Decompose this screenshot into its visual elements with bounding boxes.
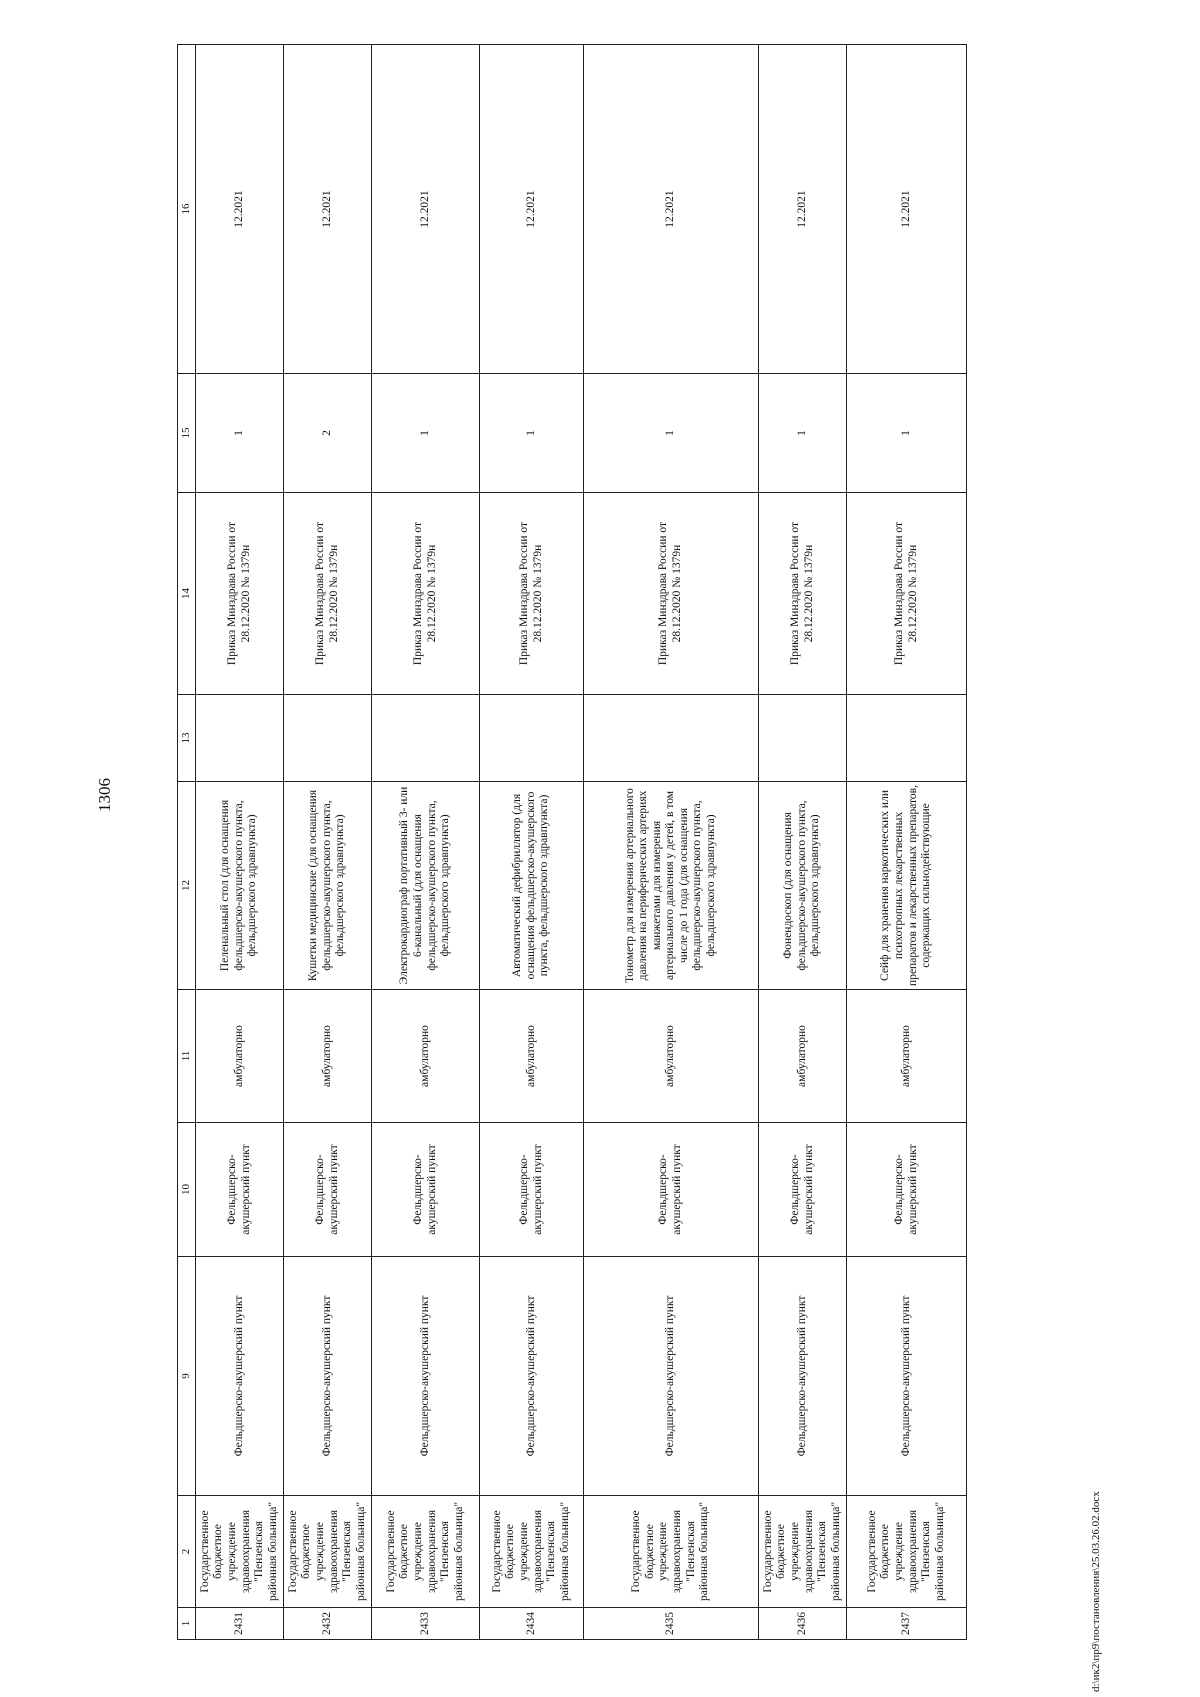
col-header: 16 — [178, 45, 196, 374]
table-row — [480, 45, 584, 1640]
cell-cond: амбулаторно — [196, 990, 284, 1123]
cell-unit: Фельдшерско-акушерский пункт — [480, 1257, 584, 1496]
col-header: 14 — [178, 493, 196, 695]
cell-equip: Электрокардиограф портативный 3- или 6-канальный (для оснащения фельдшерско-акушерского пункта, фельдшерского здравпункта) — [372, 782, 480, 990]
cell-org: Государственное бюджетное учреждение здравоохранения "Пензенская районная больница" — [847, 1496, 967, 1608]
cell-date: 12.2021 — [759, 45, 847, 374]
cell-date: 12.2021 — [284, 45, 372, 374]
cell-cond: амбулаторно — [847, 990, 967, 1123]
page-number: 1306 — [95, 778, 114, 812]
cell-cond: амбулаторно — [584, 990, 759, 1123]
cell-equip: Кушетки медицинские (для оснащения фельдшерско-акушерского пункта, фельдшерского здравпункта) — [284, 782, 372, 990]
cell-date: 12.2021 — [480, 45, 584, 374]
cell-num: 2431 — [196, 1608, 284, 1640]
cell-qty: 1 — [584, 374, 759, 493]
table-row — [284, 45, 372, 1640]
cell-qty: 1 — [759, 374, 847, 493]
col-header: 10 — [178, 1123, 196, 1257]
cell-order: Приказ Минздрава России от 28.12.2020 № 1379н — [284, 493, 372, 695]
cell-num: 2434 — [480, 1608, 584, 1640]
cell-order: Приказ Минздрава России от 28.12.2020 № 1379н — [196, 493, 284, 695]
table-row — [372, 45, 480, 1640]
cell-cond: амбулаторно — [372, 990, 480, 1123]
cell-qty: 1 — [480, 374, 584, 493]
cell-subunit: Фельдшерско-акушерский пункт — [284, 1123, 372, 1257]
table-row — [584, 45, 759, 1640]
cell-order: Приказ Минздрава России от 28.12.2020 № 1379н — [372, 493, 480, 695]
rotated-table-container — [177, 45, 1037, 1640]
cell-equip: Тонометр для измерения артериального давления на периферических артериях манжетами для измерения артериального давления у детей, в том числе до 1 года (для оснащения фельдшерско-акушерского пункта, фельдшерского здравпункта) — [584, 782, 759, 990]
cell-date: 12.2021 — [584, 45, 759, 374]
cell-cond: амбулаторно — [759, 990, 847, 1123]
file-path-footer: d:\ик2\пр9\постановления\25.03.26.02.docx — [1090, 1491, 1102, 1692]
cell-c13 — [759, 695, 847, 782]
cell-equip: Пеленальный стол (для оснащения фельдшерско-акушерского пункта, фельдшерского здравпункта) — [196, 782, 284, 990]
cell-org: Государственное бюджетное учреждение здравоохранения "Пензенская районная больница" — [196, 1496, 284, 1608]
cell-equip: Автоматический дефибриллятор (для оснащения фельдшерско-акушерского пункта, фельдшерского здравпункта) — [480, 782, 584, 990]
cell-cond: амбулаторно — [284, 990, 372, 1123]
table-row — [759, 45, 847, 1640]
col-header: 11 — [178, 990, 196, 1123]
cell-equip: Фонендоскоп (для оснащения фельдшерско-акушерского пункта, фельдшерского здравпункта) — [759, 782, 847, 990]
cell-org: Государственное бюджетное учреждение здравоохранения "Пензенская районная больница" — [372, 1496, 480, 1608]
cell-qty: 1 — [847, 374, 967, 493]
table-row — [196, 45, 284, 1640]
cell-unit: Фельдшерско-акушерский пункт — [372, 1257, 480, 1496]
cell-date: 12.2021 — [372, 45, 480, 374]
cell-subunit: Фельдшерско-акушерский пункт — [847, 1123, 967, 1257]
cell-unit: Фельдшерско-акушерский пункт — [759, 1257, 847, 1496]
col-header: 15 — [178, 374, 196, 493]
cell-unit: Фельдшерско-акушерский пункт — [847, 1257, 967, 1496]
cell-qty: 1 — [196, 374, 284, 493]
cell-subunit: Фельдшерско-акушерский пункт — [759, 1123, 847, 1257]
cell-order: Приказ Минздрава России от 28.12.2020 № 1379н — [480, 493, 584, 695]
cell-c13 — [847, 695, 967, 782]
col-header: 2 — [178, 1496, 196, 1608]
cell-num: 2436 — [759, 1608, 847, 1640]
cell-subunit: Фельдшерско-акушерский пункт — [372, 1123, 480, 1257]
cell-org: Государственное бюджетное учреждение здравоохранения "Пензенская районная больница" — [584, 1496, 759, 1608]
cell-org: Государственное бюджетное учреждение здравоохранения "Пензенская районная больница" — [284, 1496, 372, 1608]
cell-num: 2433 — [372, 1608, 480, 1640]
cell-date: 12.2021 — [847, 45, 967, 374]
cell-c13 — [480, 695, 584, 782]
cell-order: Приказ Минздрава России от 28.12.2020 № 1379н — [759, 493, 847, 695]
cell-unit: Фельдшерско-акушерский пункт — [196, 1257, 284, 1496]
cell-subunit: Фельдшерско-акушерский пункт — [196, 1123, 284, 1257]
col-header: 1 — [178, 1608, 196, 1640]
cell-subunit: Фельдшерско-акушерский пункт — [584, 1123, 759, 1257]
col-header: 12 — [178, 782, 196, 990]
cell-order: Приказ Минздрава России от 28.12.2020 № 1379н — [584, 493, 759, 695]
cell-order: Приказ Минздрава России от 28.12.2020 № 1379н — [847, 493, 967, 695]
cell-num: 2437 — [847, 1608, 967, 1640]
cell-org: Государственное бюджетное учреждение здравоохранения "Пензенская районная больница" — [759, 1496, 847, 1608]
cell-unit: Фельдшерско-акушерский пункт — [284, 1257, 372, 1496]
cell-c13 — [196, 695, 284, 782]
cell-num: 2432 — [284, 1608, 372, 1640]
cell-c13 — [284, 695, 372, 782]
cell-c13 — [372, 695, 480, 782]
col-header: 13 — [178, 695, 196, 782]
cell-num: 2435 — [584, 1608, 759, 1640]
cell-qty: 2 — [284, 374, 372, 493]
cell-equip: Сейф для хранения наркотических или психотропных лекарственных препаратов и лекарственных препаратов, содержащих сильнодействующие — [847, 782, 967, 990]
cell-cond: амбулаторно — [480, 990, 584, 1123]
cell-date: 12.2021 — [196, 45, 284, 374]
cell-c13 — [584, 695, 759, 782]
cell-org: Государственное бюджетное учреждение здравоохранения "Пензенская районная больница" — [480, 1496, 584, 1608]
table-row — [847, 45, 967, 1640]
col-header: 9 — [178, 1257, 196, 1496]
header-row — [178, 45, 196, 1640]
cell-subunit: Фельдшерско-акушерский пункт — [480, 1123, 584, 1257]
equipment-table — [177, 44, 967, 1640]
cell-unit: Фельдшерско-акушерский пункт — [584, 1257, 759, 1496]
cell-qty: 1 — [372, 374, 480, 493]
